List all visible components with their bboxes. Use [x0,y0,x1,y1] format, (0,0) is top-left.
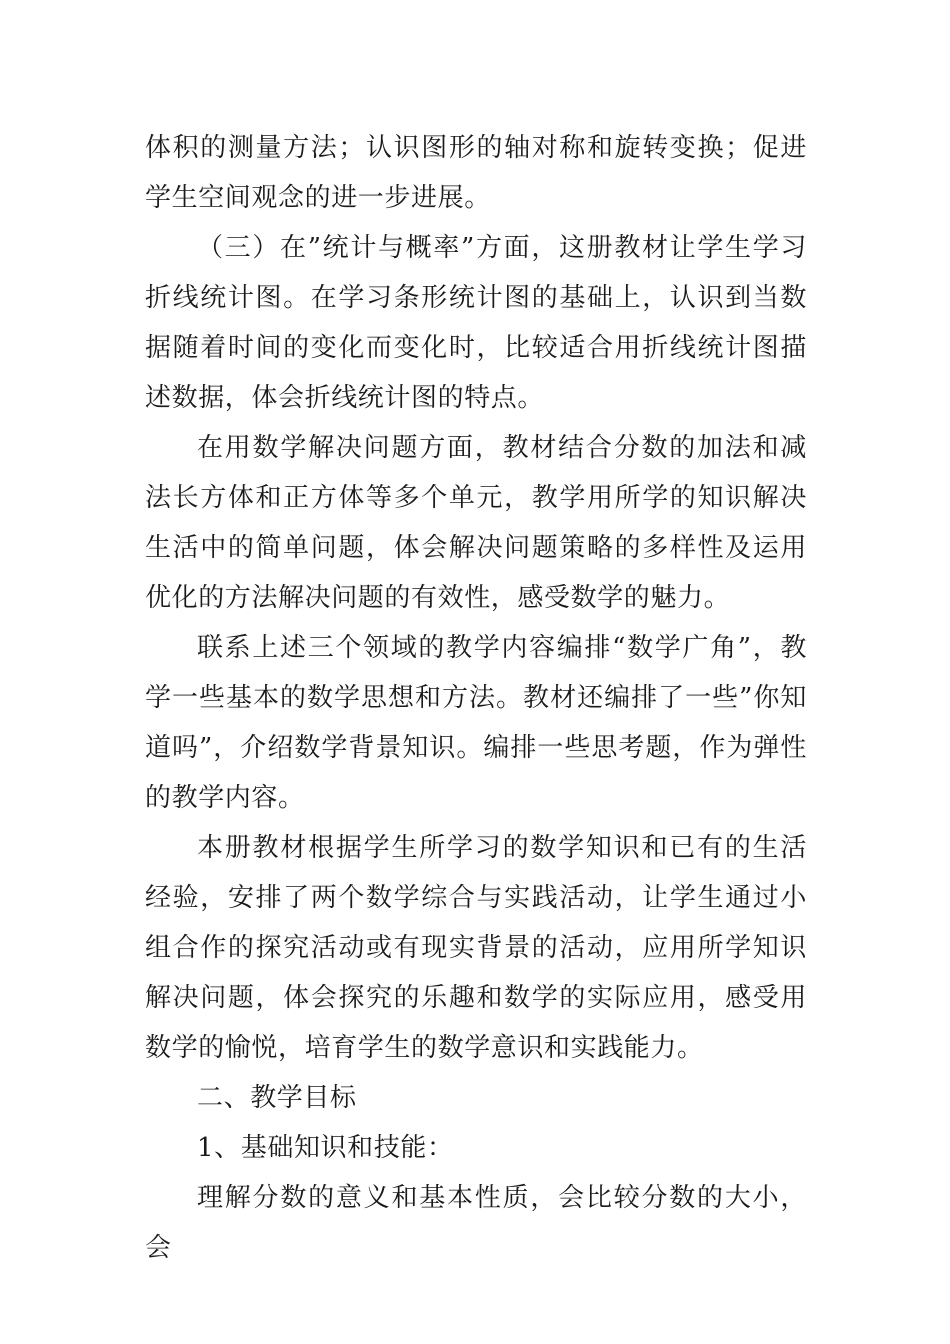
paragraph-1: 体积的测量方法；认识图形的轴对称和旋转变换；促进学生空间观念的进一步进展。 [145,133,807,213]
paragraph-4: 联系上述三个领域的教学内容编排“数学广角”，教学一些基本的数学思想和方法。教材还编排了一些”你知道吗”，介绍数学背景知识。编排一些思考题，作为弹性的教学内容。 [145,633,807,813]
paragraph-6: 理解分数的意义和基本性质，会比较分数的大小，会 [145,1183,807,1263]
paragraph-5: 本册教材根据学生所学习的数学知识和已有的生活经验，安排了两个数学综合与实践活动，让学生通过小组合作的探究活动或有现实背景的活动，应用所学知识解决问题，体会探究的乐趣和数学的实际应用，感受用数学的愉悦，培育学生的数学意识和实践能力。 [145,833,807,1063]
paragraph-2: （三）在”统计与概率”方面，这册教材让学生学习折线统计图。在学习条形统计图的基础上，认识到当数据随着时间的变化而变化时，比较适合用折线统计图描述数据，体会折线统计图的特点。 [145,233,807,413]
section-heading: 二、教学目标 [197,1083,357,1113]
subsection-heading: 1、基础知识和技能： [197,1133,454,1163]
paragraph-3: 在用数学解决问题方面，教材结合分数的加法和减法长方体和正方体等多个单元，教学用所学的知识解决生活中的简单问题，体会解决问题策略的多样性及运用优化的方法解决问题的有效性，感受数学的魅力。 [145,433,807,613]
document-body [145,123,807,1273]
